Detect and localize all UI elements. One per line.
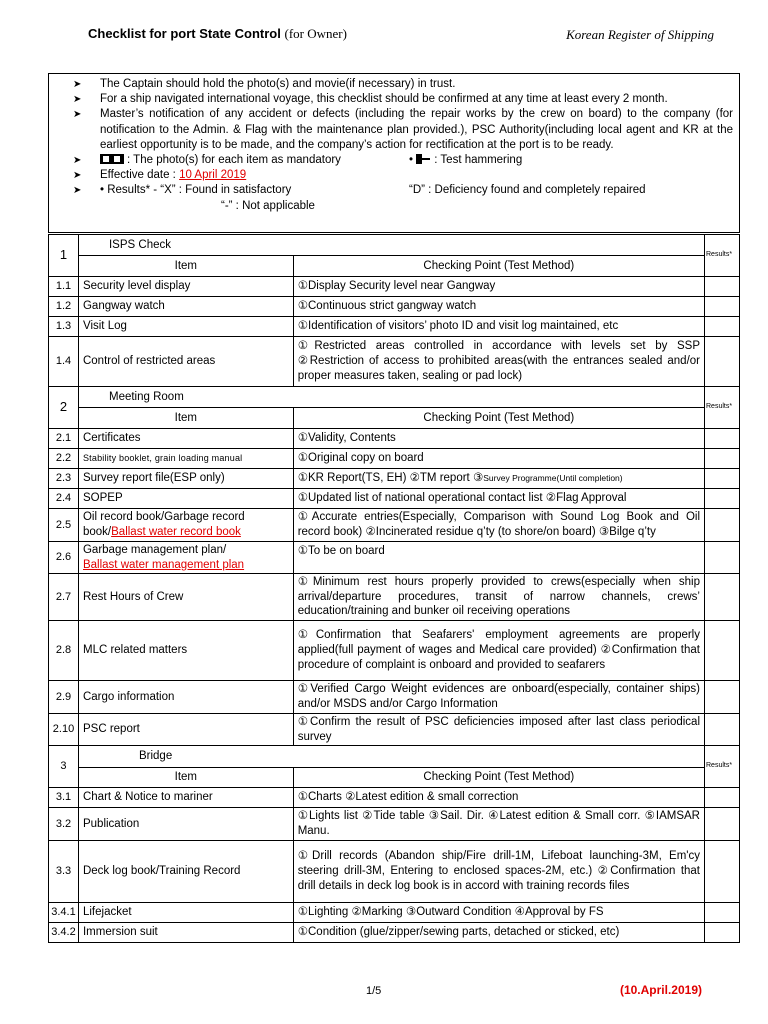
section-header-row <box>49 746 740 768</box>
instruction-item: ➤ For a ship navigated international voyage, this checklist should be confirmed at any time at least every 2 month. <box>49 92 739 107</box>
result-cell[interactable] <box>705 317 740 337</box>
table-row: 3.4.2 Immersion suit ①Condition (glue/zipper/sewing parts, detached or sticked, etc) <box>49 923 740 943</box>
instruction-item: ➤ The Captain should hold the photo(s) and movie(if necessary) in trust. <box>49 77 739 92</box>
table-row: 2.4 SOPEP ①Updated list of national operational contact list ②Flag Approval <box>49 489 740 509</box>
result-cell[interactable] <box>705 297 740 317</box>
table-row: 2.1 Certificates ①Validity, Contents <box>49 429 740 449</box>
arrow-bullet-icon: ➤ <box>73 79 82 90</box>
table-row: 1.1 Security level display ①Display Security level near Gangway <box>49 277 740 297</box>
table-row: 2.9 Cargo information ①Verified Cargo Weight evidences are onboard(especially, container ships) and/or MSDS and/or Cargo Information <box>49 681 740 714</box>
result-cell[interactable] <box>705 923 740 943</box>
arrow-bullet-icon: ➤ <box>73 185 82 197</box>
result-cell[interactable] <box>705 337 740 387</box>
result-cell[interactable] <box>705 489 740 509</box>
result-cell[interactable] <box>705 509 740 542</box>
section-title: ISPS Check <box>78 235 704 256</box>
hammer-icon <box>416 154 430 164</box>
arrow-bullet-icon: ➤ <box>73 109 82 121</box>
section-number: 3 <box>49 746 79 788</box>
results-column-header: Results* <box>705 746 740 788</box>
table-row: 2.7 Rest Hours of Crew ①Minimum rest hours properly provided to crews(especially when ship arrival/departure procedures, transit of narrow channels, crews’ education/training and bunker oil receiving operations <box>49 574 740 621</box>
section-header-row <box>49 387 740 408</box>
page-number: 1/5 <box>366 985 382 997</box>
table-row: 2.6 Garbage management plan/ Ballast water management plan ①To be on board <box>49 542 740 574</box>
checking-point-column-header: Checking Point (Test Method) <box>293 768 704 788</box>
table-row: 2.5 Oil record book/Garbage record book/Ballast water record book ①Accurate entries(Especially, Comparison with Sound Log Book and Oil record book) ②Incinerated residue q’ty (to shore/on board) ③Bilge q’ty <box>49 509 740 542</box>
table-row: 3.1 Chart & Notice to mariner ①Charts ②Latest edition & small correction <box>49 788 740 808</box>
camera-icon <box>100 154 124 164</box>
document-title <box>88 26 347 42</box>
result-cell[interactable] <box>705 714 740 746</box>
column-header-row <box>49 408 740 429</box>
result-cell[interactable] <box>705 469 740 489</box>
result-cell[interactable] <box>705 449 740 469</box>
item-column-header: Item <box>78 256 293 277</box>
result-cell[interactable] <box>705 277 740 297</box>
section-header-row <box>49 235 740 256</box>
table-row: 1.4 Control of restricted areas ①Restricted areas controlled in accordance with levels set by SSP ②Restriction of access to prohibited areas(with the entrances sealed and/or proper measures taken, sealing or pad lock) <box>49 337 740 387</box>
results-na-line: “-” : Not applicable <box>221 199 315 212</box>
checking-point-column-header: Checking Point (Test Method) <box>293 408 704 429</box>
result-cell[interactable] <box>705 841 740 903</box>
result-cell[interactable] <box>705 808 740 841</box>
instruction-item: ➤ Master’s notification of any accident or defects (including the repair works by the crew on board) to the company (for notification to the Admin. & Flag with the maintenance plan provided.), PSC Authority(including local agent and KR at the earliest opportunity is to be made, and the company’s action for rectification at the port is to be ready. <box>73 108 733 151</box>
table-row: 3.4.1 Lifejacket ①Lighting ②Marking ③Outward Condition ④Approval by FS <box>49 903 740 923</box>
table-row: 1.3 Visit Log ①Identification of visitors’ photo ID and visit log maintained, etc <box>49 317 740 337</box>
footer-date: (10.April.2019) <box>619 983 702 997</box>
section-number: 2 <box>49 387 79 429</box>
result-cell[interactable] <box>705 681 740 714</box>
table-row: 2.2 Stability booklet, grain loading manual ①Original copy on board <box>49 449 740 469</box>
result-cell[interactable] <box>705 542 740 574</box>
instructions-box <box>48 73 740 233</box>
title-subtitle: (for Owner) <box>284 26 347 41</box>
result-cell[interactable] <box>705 621 740 681</box>
table-row: 2.10 PSC report ①Confirm the result of PSC deficiencies imposed after last class periodical survey <box>49 714 740 746</box>
section-title: Meeting Room <box>78 387 704 408</box>
arrow-bullet-icon: ➤ <box>73 155 82 167</box>
arrow-bullet-icon: ➤ <box>73 94 82 106</box>
table-row: 3.3 Deck log book/Training Record ①Drill records (Abandon ship/Fire drill-1M, Lifeboat launching-3M, Em'cy steering drill-3M, Entering to enclosed spaces-2M, etc.) ②Confirmation that drill details in deck log book is in accord with training records files <box>49 841 740 903</box>
hammer-legend: • : Test hammering <box>409 154 523 167</box>
item-column-header: Item <box>78 768 293 788</box>
legend-line: ➤ : The photo(s) for each item as mandatory • : Test hammering <box>49 153 739 168</box>
results-column-header: Results* <box>705 387 740 429</box>
column-header-row <box>49 256 740 277</box>
checking-point-column-header: Checking Point (Test Method) <box>293 256 704 277</box>
checklist-table <box>48 234 740 943</box>
result-cell[interactable] <box>705 903 740 923</box>
effective-date-line: ➤ Effective date : 10 April 2019 <box>49 168 739 183</box>
result-cell[interactable] <box>705 574 740 621</box>
title-text: Checklist for port State Control <box>88 26 281 41</box>
effective-date: 10 April 2019 <box>179 169 247 182</box>
organization-name: Korean Register of Shipping <box>566 27 714 42</box>
arrow-bullet-icon: ➤ <box>73 170 82 182</box>
results-legend-line: ➤ • Results* - “X” : Found in satisfactory “D” : Deficiency found and completely repaired <box>49 183 739 198</box>
table-row: 2.8 MLC related matters ①Confirmation that Seafarers' employment agreements are properly applied(full payment of wages and Medical care provided) ②Confirmation that procedure of complaint is onboard and provided to seafarers <box>49 621 740 681</box>
results-column-header: Results* <box>705 235 740 277</box>
table-row: 2.3 Survey report file(ESP only) ①KR Report(TS, EH) ②TM report ③Survey Programme(Until completion) <box>49 469 740 489</box>
table-row: 1.2 Gangway watch ①Continuous strict gangway watch <box>49 297 740 317</box>
table-row: 3.2 Publication ①Lights list ②Tide table ③Sail. Dir. ④Latest edition & Small corr. ⑤IAMSAR Manu. <box>49 808 740 841</box>
item-column-header: Item <box>78 408 293 429</box>
section-number: 1 <box>49 235 79 277</box>
section-title: Bridge <box>78 746 704 768</box>
result-cell[interactable] <box>705 788 740 808</box>
column-header-row <box>49 768 740 788</box>
result-cell[interactable] <box>705 429 740 449</box>
